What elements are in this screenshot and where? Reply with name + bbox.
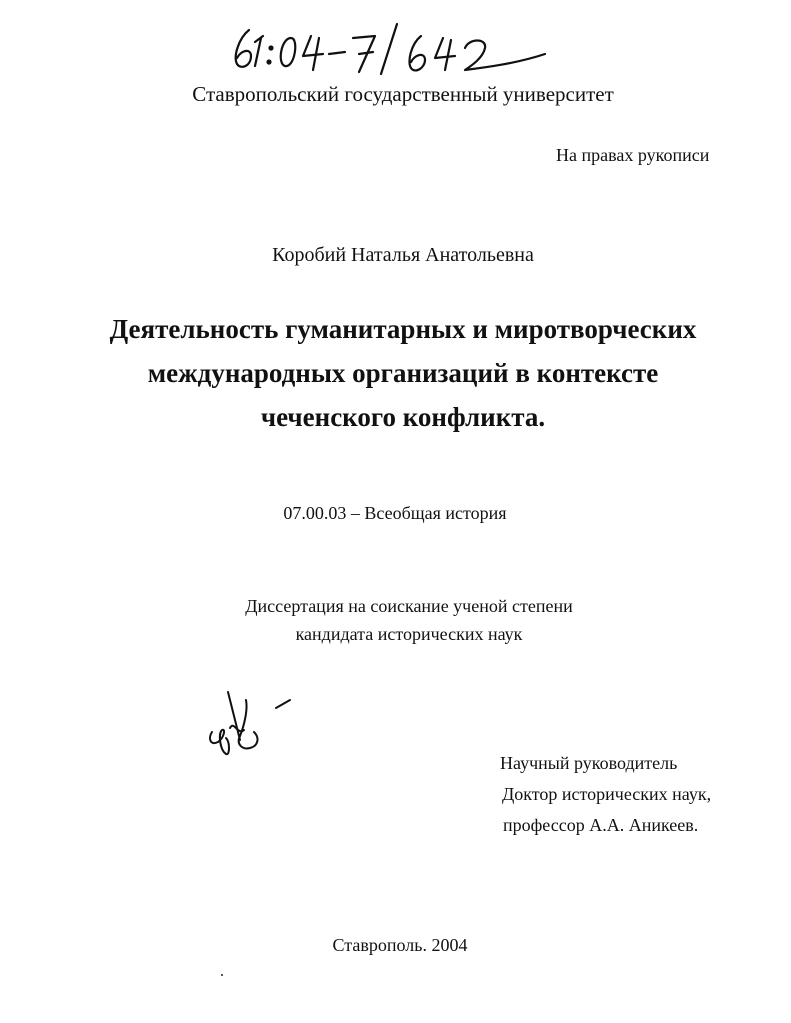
city-and-year: Ставрополь. 2004 <box>332 935 468 955</box>
dissertation-title <box>0 307 791 439</box>
scan-speck <box>221 974 223 976</box>
rights-notice: На правах рукописи <box>556 145 710 165</box>
university-name: Ставропольский государственный университет <box>192 82 614 106</box>
degree-line-2: кандидата исторических наук <box>295 624 523 644</box>
scientific-supervisor <box>500 748 711 841</box>
title-line-1: Деятельность гуманитарных и миротворческих <box>109 314 697 344</box>
degree-statement <box>0 592 791 648</box>
handwritten-catalog-number <box>225 8 565 88</box>
author-signature <box>200 680 300 770</box>
supervisor-line-2: Доктор исторических наук, <box>502 784 712 804</box>
handwriting-icon <box>225 8 565 88</box>
title-line-2: международных организаций в контексте <box>147 358 659 388</box>
title-line-3: чеченского конфликта. <box>260 402 546 432</box>
author-name: Коробий Наталья Анатольевна <box>272 244 534 266</box>
degree-line-1: Диссертация на соискание ученой степени <box>245 596 573 616</box>
signature-icon <box>200 680 300 770</box>
specialty-code: 07.00.03 – Всеобщая история <box>283 503 507 523</box>
supervisor-line-1: Научный руководитель <box>500 753 678 773</box>
supervisor-line-3: профессор А.А. Аникеев. <box>503 815 699 835</box>
